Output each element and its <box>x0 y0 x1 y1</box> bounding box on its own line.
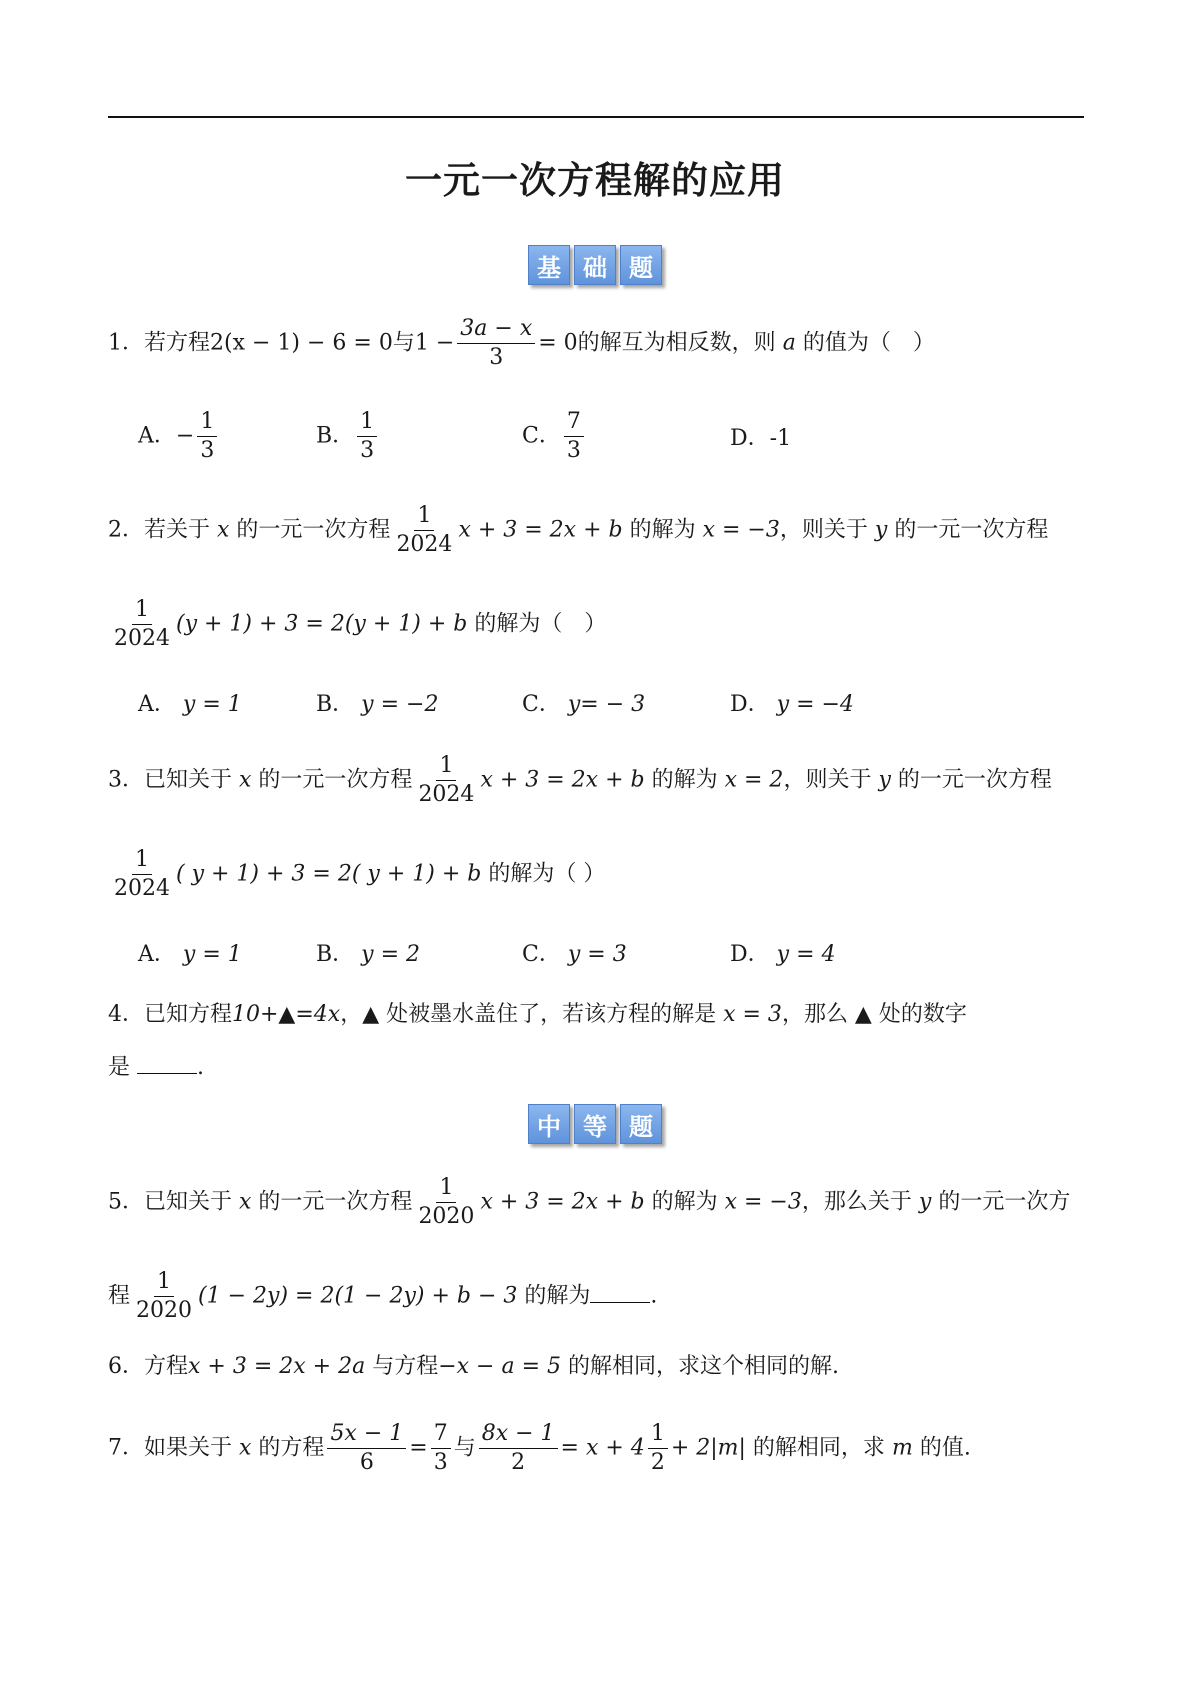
question-1: 1．若方程2(x − 1) − 6 = 0与1 − $\frac{3a - x}{3}$ = 0的解互为相反数，则 a 的值为（ ） <box>108 316 935 370</box>
q3-option-d[interactable]: D． y = 4 <box>730 942 836 967</box>
q2-option-c[interactable]: C． y= − 3 <box>522 692 646 717</box>
q5-answer-blank[interactable] <box>590 1282 650 1303</box>
question-2: 2．若关于 x 的一元一次方程 $\frac{1}{2024}$ x + 3 = 2x + b 的解为 x = −3，则关于 y 的一元一次方程 <box>108 503 1049 557</box>
question-4: 4．已知方程10+▲=4x，▲ 处被墨水盖住了，若该方程的解是 x = 3，那么 ▲ 处的数字 <box>108 1002 967 1027</box>
q1-option-c[interactable]: C． $\frac{7}{3}$ <box>522 408 587 465</box>
q2-option-a[interactable]: A． y = 1 <box>138 692 242 717</box>
q1-option-d[interactable]: D．-1 <box>730 426 792 451</box>
q1-option-b[interactable]: B． $\frac{1}{3}$ <box>316 408 380 465</box>
q2-option-b[interactable]: B． y = −2 <box>316 692 439 717</box>
q3-option-a[interactable]: A． y = 1 <box>138 942 242 967</box>
question-4-line2: 是 . <box>108 1055 205 1080</box>
q4-answer-blank[interactable] <box>137 1053 197 1074</box>
q3-option-b[interactable]: B． y = 2 <box>316 942 421 967</box>
section-badge-medium: 中 等 题 <box>0 1104 1190 1144</box>
q2-option-d[interactable]: D． y = −4 <box>730 692 854 717</box>
question-3: 3．已知关于 x 的一元一次方程 $\frac{1}{2024}$ x + 3 = 2x + b 的解为 x = 2，则关于 y 的一元一次方程 <box>108 753 1052 807</box>
question-2-line2: $\frac{1}{2024}$ (y + 1) + 3 = 2(y + 1) + b 的解为（ ） <box>114 597 607 651</box>
top-rule <box>108 116 1084 118</box>
page-title: 一元一次方程解的应用 <box>405 158 785 202</box>
question-3-line2: $\frac{1}{2024}$ ( y + 1) + 3 = 2( y + 1) + b 的解为（ ） <box>114 847 606 901</box>
question-6: 6．方程x + 3 = 2x + 2a 与方程−x − a = 5 的解相同，求这个相同的解. <box>108 1354 839 1379</box>
question-5: 5．已知关于 x 的一元一次方程 $\frac{1}{2020}$ x + 3 = 2x + b 的解为 x = −3，那么关于 y 的一元一次方 <box>108 1175 1071 1229</box>
question-7: 7．如果关于 x 的方程 $\frac{5x - 1}{6}$ = $\frac{7}{3}$ 与 $\frac{8x - 1}{2}$ = x + 4 $\frac{1}{2}$ + 2|m| 的解相同，求 m 的值. <box>108 1421 971 1475</box>
q3-option-c[interactable]: C． y = 3 <box>522 942 627 967</box>
q1-option-a[interactable]: A．− $\frac{1}{3}$ <box>138 408 220 465</box>
section-badge-basic: 基 础 题 <box>0 245 1190 285</box>
question-5-line2: 程 $\frac{1}{2020}$ (1 − 2y) = 2(1 − 2y) + b − 3 的解为 . <box>108 1269 658 1323</box>
